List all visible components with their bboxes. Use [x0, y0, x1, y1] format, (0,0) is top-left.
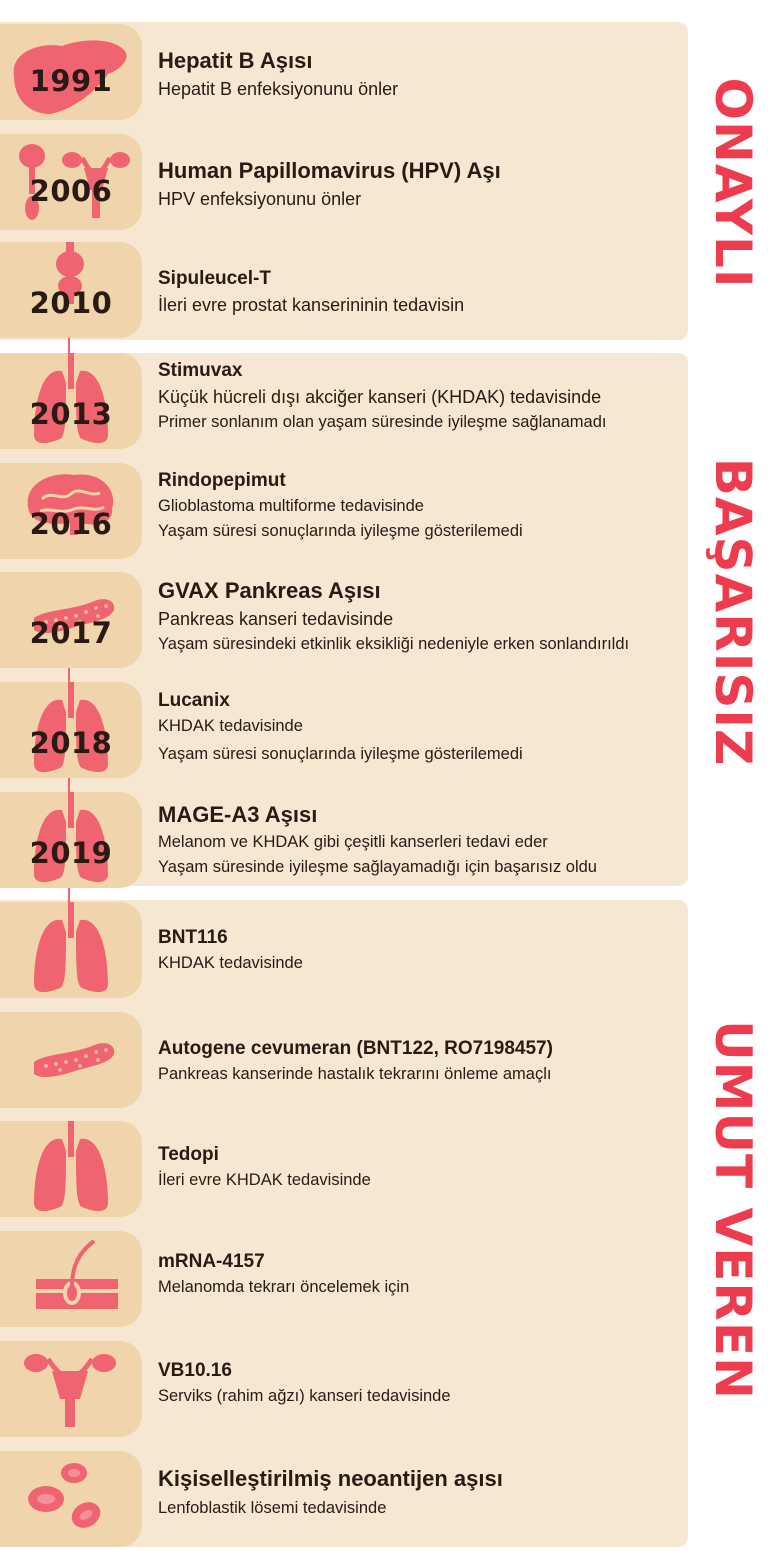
item-line: Melanom ve KHDAK gibi çeşitli kanserleri tedavi eder [158, 833, 548, 851]
timeline-item-tile [0, 1341, 142, 1437]
item-title: Stimuvax [158, 360, 243, 381]
item-title: Sipuleucel-T [158, 268, 271, 289]
item-title: Rindopepimut [158, 470, 286, 491]
item-title: Autogene cevumeran (BNT122, RO7198457) [158, 1038, 553, 1059]
item-line: Yaşam süresi sonuçlarında iyileşme gösterilemedi [158, 522, 523, 540]
item-line: Serviks (rahim ağzı) kanseri tedavisinde [158, 1387, 451, 1405]
item-line: Yaşam süresi sonuçlarında iyileşme gösterilemedi [158, 745, 523, 763]
timeline-item-tile [0, 572, 142, 668]
item-line: Yaşam süresinde iyileşme sağlayamadığı için başarısız oldu [158, 858, 597, 876]
item-year: 2010 [29, 286, 113, 320]
item-line: HPV enfeksiyonunu önler [158, 189, 362, 209]
item-year: 2013 [29, 397, 113, 431]
item-line: Melanomda tekrarı öncelemek için [158, 1278, 410, 1296]
item-title: Human Papillomavirus (HPV) Aşı [158, 158, 501, 183]
timeline-item-tile [0, 242, 142, 338]
list-item [158, 576, 688, 657]
item-year: 2006 [29, 174, 113, 208]
timeline-item-tile [0, 682, 142, 778]
list-item [158, 358, 688, 435]
timeline-item-tile [0, 1451, 142, 1547]
blood-cells-icon [0, 1451, 142, 1547]
timeline-item-tile [0, 24, 142, 120]
list-item [158, 156, 688, 212]
item-line: Yaşam süresindeki etkinlik eksikliği nedeniyle erken sonlandırıldı [158, 635, 630, 653]
item-title: VB10.16 [158, 1360, 232, 1381]
section-label-promising: UMUT VEREN [704, 1020, 762, 1400]
list-item [158, 468, 688, 544]
item-line: Hepatit B enfeksiyonunu önler [158, 79, 399, 99]
list-item [158, 266, 688, 318]
section-label-failed: BAŞARISIZ [704, 457, 762, 767]
item-line: KHDAK tedavisinde [158, 717, 303, 735]
lungs-icon [0, 1121, 142, 1217]
item-year: 2018 [29, 726, 113, 760]
item-title: mRNA-4157 [158, 1251, 265, 1272]
list-item [158, 46, 688, 102]
timeline-item-tile [0, 902, 142, 998]
list-item [158, 800, 688, 880]
timeline-item-tile [0, 1121, 142, 1217]
item-title: Kişiselleştirilmiş neoantijen aşısı [158, 1466, 503, 1491]
list-item [158, 688, 688, 767]
item-line: İleri evre prostat kanserininin tedavisin [158, 295, 465, 315]
list-item [158, 1358, 688, 1409]
timeline-item-tile [0, 1012, 142, 1108]
timeline-item-tile [0, 353, 142, 449]
item-line: KHDAK tedavisinde [158, 954, 303, 972]
item-line: Pankreas kanseri tedavisinde [158, 609, 394, 629]
timeline-item-tile [0, 134, 142, 230]
list-item [158, 1142, 688, 1193]
section-label-approved: ONAYLI [704, 77, 762, 289]
item-year: 2017 [29, 616, 113, 650]
list-item [158, 1036, 688, 1087]
item-line: Pankreas kanserinde hastalık tekrarını önleme amaçlı [158, 1065, 552, 1083]
uterus-icon [0, 1341, 142, 1437]
list-item [158, 925, 688, 976]
skin-hair-icon [0, 1231, 142, 1327]
item-line: Küçük hücreli dışı akciğer kanseri (KHDAK) tedavisinde [158, 387, 602, 407]
timeline-item-tile [0, 463, 142, 559]
item-title: GVAX Pankreas Aşısı [158, 578, 381, 603]
item-year: 1991 [29, 64, 113, 98]
item-title: Hepatit B Aşısı [158, 48, 313, 73]
list-item [158, 1464, 688, 1521]
item-title: MAGE-A3 Aşısı [158, 802, 318, 827]
lungs-icon [0, 902, 142, 998]
item-title: BNT116 [158, 927, 228, 948]
item-title: Tedopi [158, 1144, 219, 1165]
item-year: 2019 [29, 836, 113, 870]
item-line: İleri evre KHDAK tedavisinde [158, 1171, 371, 1189]
list-item [158, 1249, 688, 1300]
timeline-item-tile [0, 792, 142, 888]
item-line: Lenfoblastik lösemi tedavisinde [158, 1499, 387, 1517]
item-line: Glioblastoma multiforme tedavisinde [158, 497, 424, 515]
item-title: Lucanix [158, 690, 230, 711]
timeline-item-tile [0, 1231, 142, 1327]
pancreas-icon [0, 1012, 142, 1108]
item-line: Primer sonlanım olan yaşam süresinde iyileşme sağlanamadı [158, 413, 607, 431]
item-year: 2016 [29, 507, 113, 541]
